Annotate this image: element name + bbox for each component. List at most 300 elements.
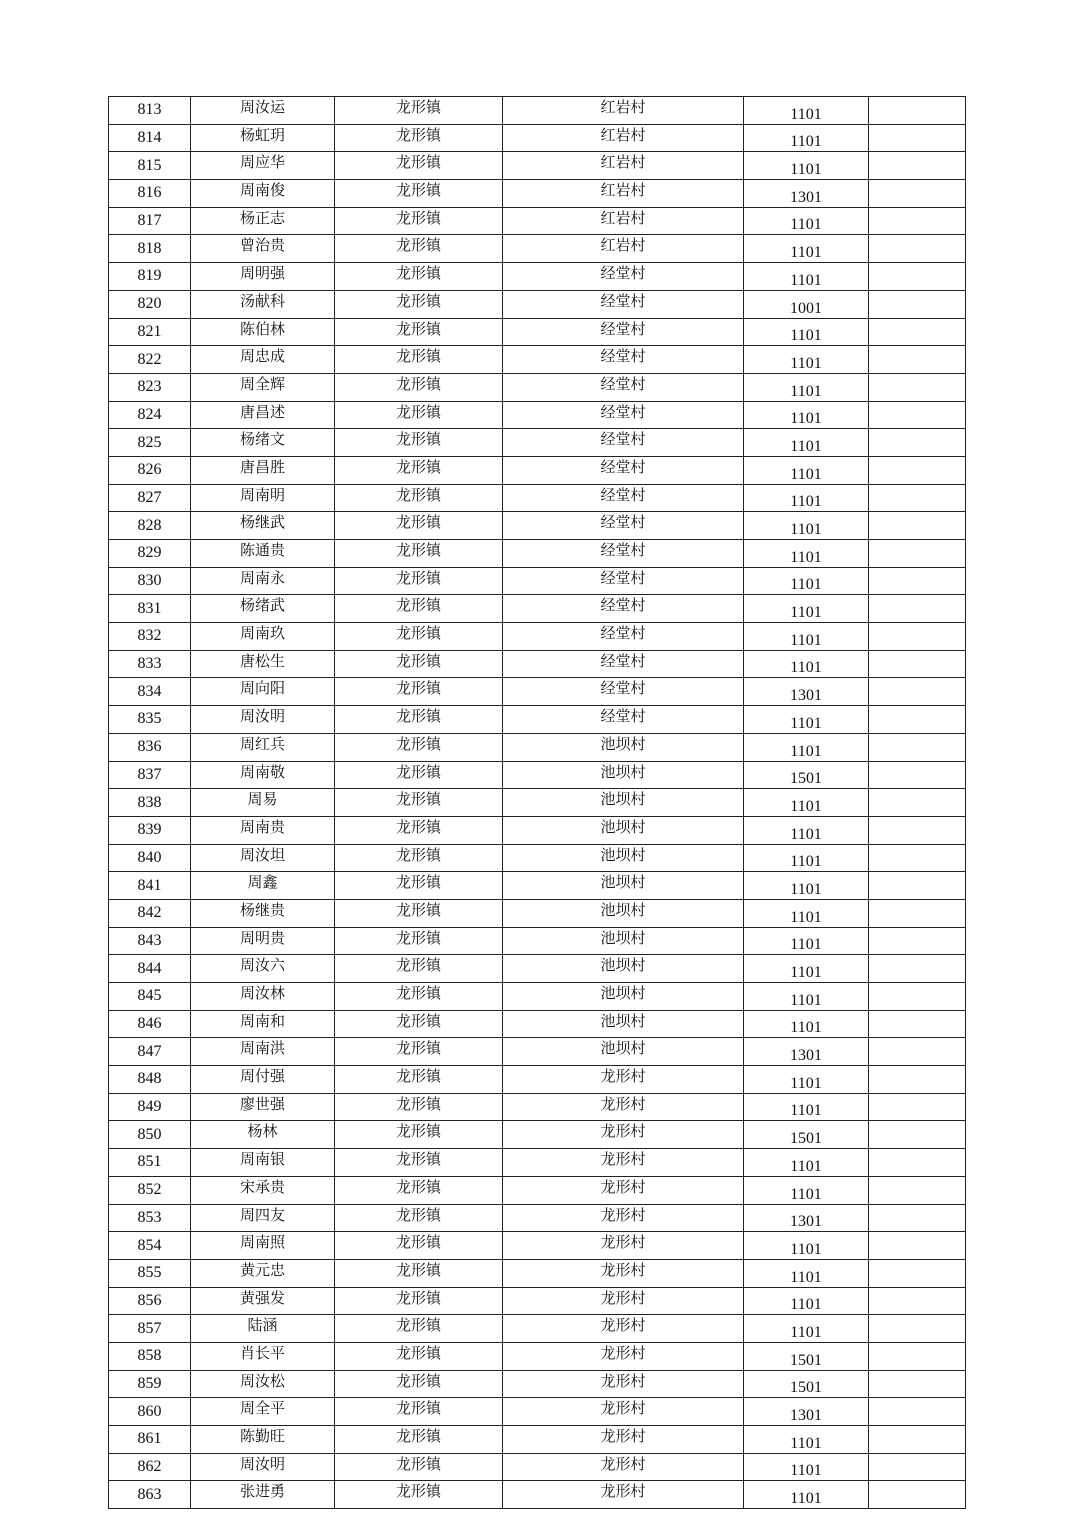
name-cell: 肖长平 (191, 1342, 335, 1370)
town-cell: 龙形镇 (335, 429, 503, 457)
village-cell: 红岩村 (503, 152, 744, 180)
town-cell: 龙形镇 (335, 290, 503, 318)
town-cell: 龙形镇 (335, 1370, 503, 1398)
code-cell: 1101 (744, 263, 869, 291)
note-cell (869, 1149, 966, 1177)
code-cell: 1101 (744, 540, 869, 568)
table-row (109, 872, 966, 900)
name-cell: 周向阳 (191, 678, 335, 706)
name-cell: 周付强 (191, 1066, 335, 1094)
name-cell: 陈伯林 (191, 318, 335, 346)
code-cell: 1101 (744, 733, 869, 761)
code-cell: 1501 (744, 1370, 869, 1398)
roster-table (108, 96, 966, 1509)
village-cell: 经堂村 (503, 456, 744, 484)
town-cell: 龙形镇 (335, 263, 503, 291)
note-cell (869, 844, 966, 872)
name-cell: 周汝松 (191, 1370, 335, 1398)
town-cell: 龙形镇 (335, 983, 503, 1011)
town-cell: 龙形镇 (335, 1066, 503, 1094)
table-row (109, 844, 966, 872)
note-cell (869, 650, 966, 678)
name-cell: 周忠成 (191, 346, 335, 374)
name-cell: 周易 (191, 789, 335, 817)
town-cell: 龙形镇 (335, 1093, 503, 1121)
table-row (109, 706, 966, 734)
table-row (109, 97, 966, 125)
note-cell (869, 1370, 966, 1398)
village-cell: 龙形村 (503, 1426, 744, 1454)
name-cell: 周南玖 (191, 623, 335, 651)
note-cell (869, 567, 966, 595)
village-cell: 龙形村 (503, 1121, 744, 1149)
table-row (109, 623, 966, 651)
note-cell (869, 1481, 966, 1509)
code-cell: 1501 (744, 1342, 869, 1370)
village-cell: 经堂村 (503, 706, 744, 734)
village-cell: 龙形村 (503, 1287, 744, 1315)
village-cell: 龙形村 (503, 1176, 744, 1204)
note-cell (869, 1232, 966, 1260)
table-row (109, 1232, 966, 1260)
code-cell: 1101 (744, 872, 869, 900)
code-cell: 1101 (744, 152, 869, 180)
village-cell: 池坝村 (503, 983, 744, 1011)
code-cell: 1101 (744, 844, 869, 872)
row-number-cell: 856 (109, 1287, 191, 1315)
row-number-cell: 854 (109, 1232, 191, 1260)
note-cell (869, 927, 966, 955)
row-number-cell: 838 (109, 789, 191, 817)
table-row (109, 1093, 966, 1121)
table-row (109, 318, 966, 346)
table-row (109, 1259, 966, 1287)
row-number-cell: 850 (109, 1121, 191, 1149)
code-cell: 1101 (744, 124, 869, 152)
note-cell (869, 1259, 966, 1287)
town-cell: 龙形镇 (335, 899, 503, 927)
code-cell: 1101 (744, 512, 869, 540)
table-row (109, 512, 966, 540)
name-cell: 曾治贵 (191, 235, 335, 263)
note-cell (869, 1093, 966, 1121)
code-cell: 1101 (744, 623, 869, 651)
table-row (109, 1426, 966, 1454)
note-cell (869, 152, 966, 180)
name-cell: 陆涵 (191, 1315, 335, 1343)
name-cell: 周应华 (191, 152, 335, 180)
village-cell: 池坝村 (503, 872, 744, 900)
table-row (109, 1342, 966, 1370)
row-number-cell: 823 (109, 373, 191, 401)
village-cell: 龙形村 (503, 1232, 744, 1260)
name-cell: 杨林 (191, 1121, 335, 1149)
village-cell: 红岩村 (503, 124, 744, 152)
town-cell: 龙形镇 (335, 955, 503, 983)
table-row (109, 401, 966, 429)
table-row (109, 595, 966, 623)
row-number-cell: 817 (109, 207, 191, 235)
code-cell: 1101 (744, 235, 869, 263)
row-number-cell: 835 (109, 706, 191, 734)
row-number-cell: 822 (109, 346, 191, 374)
code-cell: 1101 (744, 927, 869, 955)
name-cell: 周南照 (191, 1232, 335, 1260)
row-number-cell: 858 (109, 1342, 191, 1370)
code-cell: 1101 (744, 595, 869, 623)
note-cell (869, 540, 966, 568)
row-number-cell: 855 (109, 1259, 191, 1287)
village-cell: 龙形村 (503, 1453, 744, 1481)
code-cell: 1101 (744, 1093, 869, 1121)
row-number-cell: 840 (109, 844, 191, 872)
table-row (109, 1066, 966, 1094)
row-number-cell: 861 (109, 1426, 191, 1454)
town-cell: 龙形镇 (335, 595, 503, 623)
code-cell: 1101 (744, 1066, 869, 1094)
town-cell: 龙形镇 (335, 1010, 503, 1038)
village-cell: 龙形村 (503, 1481, 744, 1509)
row-number-cell: 842 (109, 899, 191, 927)
code-cell: 1101 (744, 816, 869, 844)
town-cell: 龙形镇 (335, 1481, 503, 1509)
town-cell: 龙形镇 (335, 1149, 503, 1177)
town-cell: 龙形镇 (335, 761, 503, 789)
village-cell: 经堂村 (503, 290, 744, 318)
code-cell: 1101 (744, 1426, 869, 1454)
table-row (109, 263, 966, 291)
name-cell: 周全辉 (191, 373, 335, 401)
town-cell: 龙形镇 (335, 484, 503, 512)
table-row (109, 1121, 966, 1149)
village-cell: 池坝村 (503, 955, 744, 983)
row-number-cell: 852 (109, 1176, 191, 1204)
town-cell: 龙形镇 (335, 1204, 503, 1232)
table-row (109, 983, 966, 1011)
town-cell: 龙形镇 (335, 1232, 503, 1260)
village-cell: 经堂村 (503, 623, 744, 651)
note-cell (869, 484, 966, 512)
table-row (109, 373, 966, 401)
name-cell: 周南银 (191, 1149, 335, 1177)
table-row (109, 1038, 966, 1066)
table-row (109, 1149, 966, 1177)
name-cell: 周汝坦 (191, 844, 335, 872)
town-cell: 龙形镇 (335, 1287, 503, 1315)
note-cell (869, 733, 966, 761)
table-row (109, 567, 966, 595)
row-number-cell: 860 (109, 1398, 191, 1426)
name-cell: 周南洪 (191, 1038, 335, 1066)
table-row (109, 650, 966, 678)
row-number-cell: 841 (109, 872, 191, 900)
note-cell (869, 1066, 966, 1094)
name-cell: 唐昌述 (191, 401, 335, 429)
note-cell (869, 124, 966, 152)
row-number-cell: 846 (109, 1010, 191, 1038)
note-cell (869, 1342, 966, 1370)
row-number-cell: 831 (109, 595, 191, 623)
village-cell: 龙形村 (503, 1066, 744, 1094)
code-cell: 1101 (744, 706, 869, 734)
table-row (109, 152, 966, 180)
code-cell: 1101 (744, 1149, 869, 1177)
code-cell: 1001 (744, 290, 869, 318)
note-cell (869, 346, 966, 374)
row-number-cell: 818 (109, 235, 191, 263)
town-cell: 龙形镇 (335, 706, 503, 734)
village-cell: 龙形村 (503, 1342, 744, 1370)
town-cell: 龙形镇 (335, 152, 503, 180)
town-cell: 龙形镇 (335, 872, 503, 900)
name-cell: 周南贵 (191, 816, 335, 844)
row-number-cell: 833 (109, 650, 191, 678)
row-number-cell: 821 (109, 318, 191, 346)
row-number-cell: 845 (109, 983, 191, 1011)
name-cell: 周南和 (191, 1010, 335, 1038)
note-cell (869, 207, 966, 235)
village-cell: 龙形村 (503, 1315, 744, 1343)
town-cell: 龙形镇 (335, 1259, 503, 1287)
name-cell: 杨虹玥 (191, 124, 335, 152)
table-row (109, 1010, 966, 1038)
table-row (109, 1176, 966, 1204)
name-cell: 廖世强 (191, 1093, 335, 1121)
row-number-cell: 813 (109, 97, 191, 125)
name-cell: 杨绪武 (191, 595, 335, 623)
note-cell (869, 1204, 966, 1232)
name-cell: 周鑫 (191, 872, 335, 900)
note-cell (869, 1398, 966, 1426)
table-row (109, 429, 966, 457)
note-cell (869, 1038, 966, 1066)
row-number-cell: 830 (109, 567, 191, 595)
name-cell: 周汝运 (191, 97, 335, 125)
town-cell: 龙形镇 (335, 540, 503, 568)
row-number-cell: 848 (109, 1066, 191, 1094)
note-cell (869, 623, 966, 651)
code-cell: 1101 (744, 1315, 869, 1343)
row-number-cell: 827 (109, 484, 191, 512)
table-row (109, 1453, 966, 1481)
note-cell (869, 595, 966, 623)
code-cell: 1101 (744, 346, 869, 374)
code-cell: 1101 (744, 1176, 869, 1204)
table-row (109, 235, 966, 263)
town-cell: 龙形镇 (335, 650, 503, 678)
village-cell: 红岩村 (503, 207, 744, 235)
table-row (109, 456, 966, 484)
code-cell: 1101 (744, 1259, 869, 1287)
table-row (109, 678, 966, 706)
note-cell (869, 1315, 966, 1343)
village-cell: 经堂村 (503, 678, 744, 706)
village-cell: 经堂村 (503, 512, 744, 540)
row-number-cell: 862 (109, 1453, 191, 1481)
town-cell: 龙形镇 (335, 1426, 503, 1454)
table-row (109, 346, 966, 374)
code-cell: 1101 (744, 429, 869, 457)
town-cell: 龙形镇 (335, 180, 503, 208)
town-cell: 龙形镇 (335, 1121, 503, 1149)
village-cell: 龙形村 (503, 1370, 744, 1398)
note-cell (869, 816, 966, 844)
row-number-cell: 863 (109, 1481, 191, 1509)
row-number-cell: 857 (109, 1315, 191, 1343)
row-number-cell: 829 (109, 540, 191, 568)
table-row (109, 484, 966, 512)
note-cell (869, 789, 966, 817)
note-cell (869, 97, 966, 125)
row-number-cell: 837 (109, 761, 191, 789)
table-row (109, 789, 966, 817)
row-number-cell: 825 (109, 429, 191, 457)
village-cell: 经堂村 (503, 429, 744, 457)
row-number-cell: 847 (109, 1038, 191, 1066)
village-cell: 池坝村 (503, 789, 744, 817)
village-cell: 池坝村 (503, 844, 744, 872)
code-cell: 1101 (744, 955, 869, 983)
note-cell (869, 706, 966, 734)
row-number-cell: 844 (109, 955, 191, 983)
table-row (109, 816, 966, 844)
village-cell: 经堂村 (503, 540, 744, 568)
row-number-cell: 820 (109, 290, 191, 318)
row-number-cell: 816 (109, 180, 191, 208)
note-cell (869, 1010, 966, 1038)
table-row (109, 207, 966, 235)
village-cell: 红岩村 (503, 235, 744, 263)
code-cell: 1101 (744, 1010, 869, 1038)
note-cell (869, 899, 966, 927)
name-cell: 周明强 (191, 263, 335, 291)
row-number-cell: 843 (109, 927, 191, 955)
name-cell: 周汝明 (191, 706, 335, 734)
note-cell (869, 1176, 966, 1204)
note-cell (869, 429, 966, 457)
note-cell (869, 235, 966, 263)
town-cell: 龙形镇 (335, 844, 503, 872)
note-cell (869, 955, 966, 983)
town-cell: 龙形镇 (335, 1176, 503, 1204)
name-cell: 周全平 (191, 1398, 335, 1426)
code-cell: 1101 (744, 983, 869, 1011)
name-cell: 张进勇 (191, 1481, 335, 1509)
town-cell: 龙形镇 (335, 623, 503, 651)
village-cell: 龙形村 (503, 1149, 744, 1177)
name-cell: 黄元忠 (191, 1259, 335, 1287)
town-cell: 龙形镇 (335, 1453, 503, 1481)
row-number-cell: 859 (109, 1370, 191, 1398)
name-cell: 周明贵 (191, 927, 335, 955)
code-cell: 1301 (744, 1038, 869, 1066)
table-row (109, 1287, 966, 1315)
note-cell (869, 1426, 966, 1454)
note-cell (869, 983, 966, 1011)
town-cell: 龙形镇 (335, 1398, 503, 1426)
note-cell (869, 290, 966, 318)
village-cell: 红岩村 (503, 97, 744, 125)
name-cell: 周汝六 (191, 955, 335, 983)
code-cell: 1101 (744, 1232, 869, 1260)
town-cell: 龙形镇 (335, 733, 503, 761)
town-cell: 龙形镇 (335, 456, 503, 484)
village-cell: 池坝村 (503, 816, 744, 844)
table-row (109, 955, 966, 983)
town-cell: 龙形镇 (335, 927, 503, 955)
village-cell: 经堂村 (503, 318, 744, 346)
row-number-cell: 853 (109, 1204, 191, 1232)
village-cell: 池坝村 (503, 927, 744, 955)
village-cell: 经堂村 (503, 650, 744, 678)
name-cell: 杨绪文 (191, 429, 335, 457)
table-row (109, 899, 966, 927)
code-cell: 1501 (744, 761, 869, 789)
row-number-cell: 839 (109, 816, 191, 844)
village-cell: 经堂村 (503, 567, 744, 595)
code-cell: 1101 (744, 1453, 869, 1481)
village-cell: 经堂村 (503, 373, 744, 401)
table-row (109, 1481, 966, 1509)
code-cell: 1101 (744, 1287, 869, 1315)
village-cell: 池坝村 (503, 1010, 744, 1038)
note-cell (869, 761, 966, 789)
village-cell: 经堂村 (503, 595, 744, 623)
row-number-cell: 851 (109, 1149, 191, 1177)
table-row (109, 540, 966, 568)
village-cell: 池坝村 (503, 761, 744, 789)
row-number-cell: 819 (109, 263, 191, 291)
code-cell: 1101 (744, 401, 869, 429)
table-row (109, 1204, 966, 1232)
table-row (109, 290, 966, 318)
town-cell: 龙形镇 (335, 401, 503, 429)
village-cell: 龙形村 (503, 1398, 744, 1426)
code-cell: 1101 (744, 484, 869, 512)
name-cell: 唐松生 (191, 650, 335, 678)
town-cell: 龙形镇 (335, 789, 503, 817)
table-row (109, 927, 966, 955)
code-cell: 1101 (744, 318, 869, 346)
code-cell: 1101 (744, 650, 869, 678)
name-cell: 黄强发 (191, 1287, 335, 1315)
table-row (109, 1398, 966, 1426)
town-cell: 龙形镇 (335, 318, 503, 346)
code-cell: 1101 (744, 373, 869, 401)
row-number-cell: 814 (109, 124, 191, 152)
table-row (109, 124, 966, 152)
roster-table-body (109, 97, 966, 1509)
row-number-cell: 849 (109, 1093, 191, 1121)
code-cell: 1101 (744, 97, 869, 125)
note-cell (869, 373, 966, 401)
town-cell: 龙形镇 (335, 235, 503, 263)
name-cell: 宋承贵 (191, 1176, 335, 1204)
table-row (109, 1315, 966, 1343)
name-cell: 陈勤旺 (191, 1426, 335, 1454)
name-cell: 杨正志 (191, 207, 335, 235)
name-cell: 周南永 (191, 567, 335, 595)
name-cell: 杨继武 (191, 512, 335, 540)
town-cell: 龙形镇 (335, 567, 503, 595)
village-cell: 池坝村 (503, 1038, 744, 1066)
row-number-cell: 834 (109, 678, 191, 706)
name-cell: 唐昌胜 (191, 456, 335, 484)
table-row (109, 733, 966, 761)
village-cell: 经堂村 (503, 346, 744, 374)
name-cell: 周南明 (191, 484, 335, 512)
town-cell: 龙形镇 (335, 678, 503, 706)
